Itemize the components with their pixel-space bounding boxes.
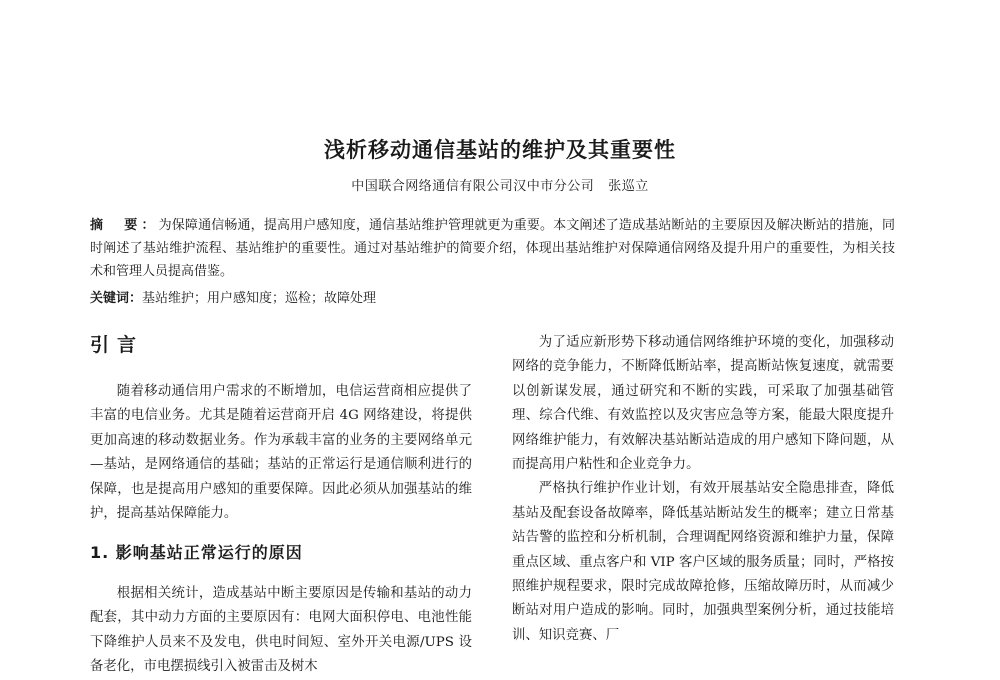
intro-heading: 引言 [90,334,145,356]
section-1-heading: 1. 影响基站正常运行的原因 [90,543,303,562]
affiliation: 中国联合网络通信有限公司汉中市分公司 [351,179,595,194]
abstract-label: 摘 要： [90,218,159,233]
right-column [512,331,894,648]
abstract [90,214,895,283]
keywords-label: 关键词： [90,291,143,306]
section-1-paragraph: 根据相关统计，造成基站中断主要原因是传输和基站的动力配套，其中动力方面的主要原因有：电网大面积停电、电池性能下降维护人员来不及发电，供电时间短、室外开关电源/UPS 设备老化，市电摆损线引入被雷击及树木 [90,586,472,675]
intro-section [90,380,472,526]
right-paragraph-1: 为了适应新形势下移动通信网络维护环境的变化，加强移动网络的竞争能力，不断降低断站率，提高断站恢复速度，就需要以创新谋发展，通过研究和不断的实践，可采取了加强基础管理、综合代维、有效监控以及灾害应急等方案，能最大限度提升网络维护能力，有效解决基站断站造成的用户感知下降问题，从而提高用户粘性和企业竞争力。 [512,335,894,473]
affiliation-line [0,175,1000,194]
abstract-text: 为保障通信畅通，提高用户感知度，通信基站维护管理就更为重要。本文阐述了造成基站断站的主要原因及解决断站的措施，同时阐述了基站维护流程、基站维护的重要性。通过对基站维护的简要介绍，体现出基站维护对保障通信网络及提升用户的重要性，为相关技术和管理人员提高借鉴。 [90,218,895,279]
author-name: 张巡立 [608,179,649,194]
keywords-text: 基站维护；用户感知度；巡检；故障处理 [142,291,377,306]
intro-paragraph: 随着移动通信用户需求的不断增加，电信运营商相应提供了丰富的电信业务。尤其是随着运营商开启 4G 网络建设，将提供更加高速的移动数据业务。作为承载丰富的业务的主要网络单元—基站，是网络通信的基础；基站的正常运行是通信顺利进行的保障，也是提高用户感知的重要保障。因此必须从加强基站的维护，提高基站保障能力。 [90,384,472,522]
right-paragraph-2: 严格执行维护作业计划，有效开展基站安全隐患排查，降低基站及配套设备故障率，降低基站断站发生的概率；建立日常基站告警的监控和分析机制，合理调配网络资源和维护力量，保障重点区域、重点客户和 VIP 客户区域的服务质量；同时，严格按照维护规程要求，限时完成故障抢修，压缩故障历时，从而减少断站对用户造成的影响。同时，加强典型案例分析，通过技能培训、知识竞赛、厂 [512,481,894,643]
keywords [90,287,895,310]
section-1-body [90,582,472,680]
paper-title: 浅析移动通信基站的维护及其重要性 [324,138,676,162]
